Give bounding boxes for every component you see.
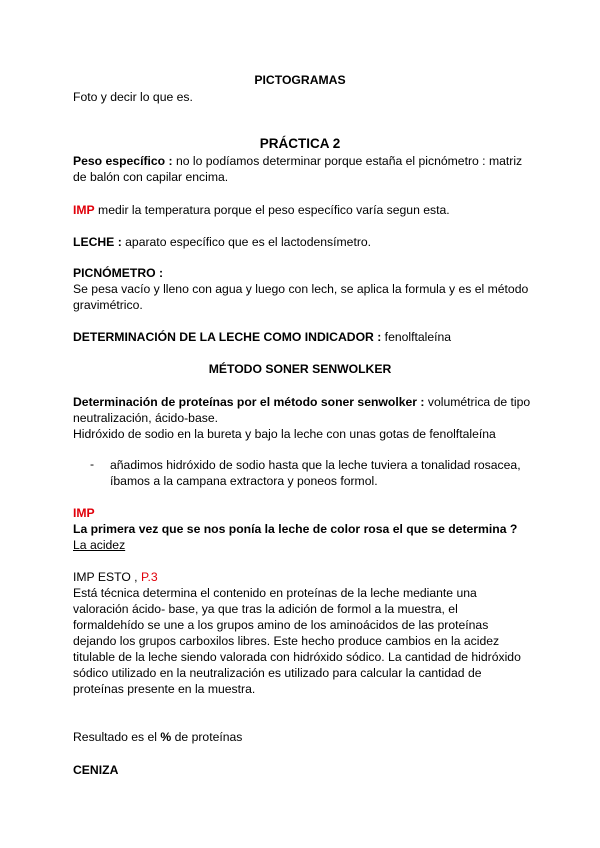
imp-label: IMP bbox=[73, 203, 95, 217]
determinacion-label: DETERMINACIÓN DE LA LECHE COMO INDICADOR : bbox=[73, 330, 382, 344]
paragraph-line: valoración ácido- base, ya que tras la adición de formol a la muestra, el bbox=[73, 602, 458, 616]
peso-especifico-line-1 bbox=[73, 153, 522, 169]
proteinas-line-2: neutralización, ácido-base. bbox=[73, 411, 218, 425]
peso-especifico-text: no lo podíamos determinar porque estaña el picnómetro : matriz bbox=[172, 154, 523, 168]
picnometro-text-1: Se pesa vacío y lleno con agua y luego con lech, se aplica la formula y es el método bbox=[73, 282, 529, 296]
bullet-dash: - bbox=[90, 457, 95, 471]
resultado-line bbox=[73, 729, 242, 745]
leche-label: LECHE : bbox=[73, 235, 122, 249]
pictogramas-text: Foto y decir lo que es. bbox=[73, 90, 193, 104]
paragraph-line: dejando los grupos carboxilos libres. Este hecho produce cambios en la acidez bbox=[73, 634, 500, 648]
peso-especifico-line-2: de balón con capilar encima. bbox=[73, 170, 229, 184]
resultado-percent: % bbox=[160, 730, 172, 744]
peso-especifico-label: Peso específico : bbox=[73, 154, 173, 168]
determinacion-indicador bbox=[73, 329, 451, 345]
imp-question: La primera vez que se nos ponía la leche de color rosa el que se determina ? bbox=[73, 522, 518, 536]
proteinas-text-1: volumétrica de tipo bbox=[424, 395, 531, 409]
picnometro-text-2: gravimétrico. bbox=[73, 298, 143, 312]
picnometro-label: PICNÓMETRO : bbox=[73, 266, 164, 280]
imp-label-2: IMP bbox=[73, 506, 95, 520]
paragraph-line: titulable de la leche siendo valorada con hidróxido sódico. La cantidad de hidróxido bbox=[73, 650, 521, 664]
paragraph-line: proteínas presente en la muestra. bbox=[73, 682, 256, 696]
proteinas-line-3: Hidróxido de sodio en la bureta y bajo la leche con unas gotas de fenolftaleína bbox=[73, 427, 496, 441]
resultado-post: de proteínas bbox=[171, 730, 243, 744]
imp-temperatura-text: medir la temperatura porque el peso específico varía segun esta. bbox=[94, 203, 450, 217]
imp-esto-ref: P.3 bbox=[140, 570, 158, 584]
resultado-pre: Resultado es el bbox=[73, 730, 161, 744]
imp-esto-label: IMP ESTO , bbox=[73, 570, 141, 584]
imp-answer: La acidez bbox=[73, 538, 126, 552]
proteinas-line-1 bbox=[73, 394, 530, 410]
imp-temperatura bbox=[73, 202, 450, 218]
heading-metodo-soner: MÉTODO SONER SENWOLKER bbox=[208, 362, 392, 376]
leche-line bbox=[73, 234, 371, 250]
bullet-line-1: añadimos hidróxido de sodio hasta que la leche tuviera a tonalidad rosacea, bbox=[110, 458, 521, 472]
heading-pictogramas: PICTOGRAMAS bbox=[254, 73, 346, 87]
leche-text: aparato específico que es el lactodensímetro. bbox=[121, 235, 372, 249]
paragraph-line: Está técnica determina el contenido en proteínas de la leche mediante una bbox=[73, 586, 477, 600]
heading-practica-2: PRÁCTICA 2 bbox=[259, 136, 341, 151]
proteinas-label: Determinación de proteínas por el método soner senwolker : bbox=[73, 395, 425, 409]
bullet-line-2: íbamos a la campana extractora y poneos formol. bbox=[110, 474, 378, 488]
paragraph-line: formaldehído se une a los grupos amino de los aminoácidos de las proteínas bbox=[73, 618, 489, 632]
imp-esto-line bbox=[73, 569, 158, 585]
determinacion-text: fenolftaleína bbox=[381, 330, 452, 344]
paragraph-line: sódico utilizado en la neutralización es utilizado para calcular la cantidad de bbox=[73, 666, 482, 680]
heading-ceniza: CENIZA bbox=[73, 763, 119, 777]
